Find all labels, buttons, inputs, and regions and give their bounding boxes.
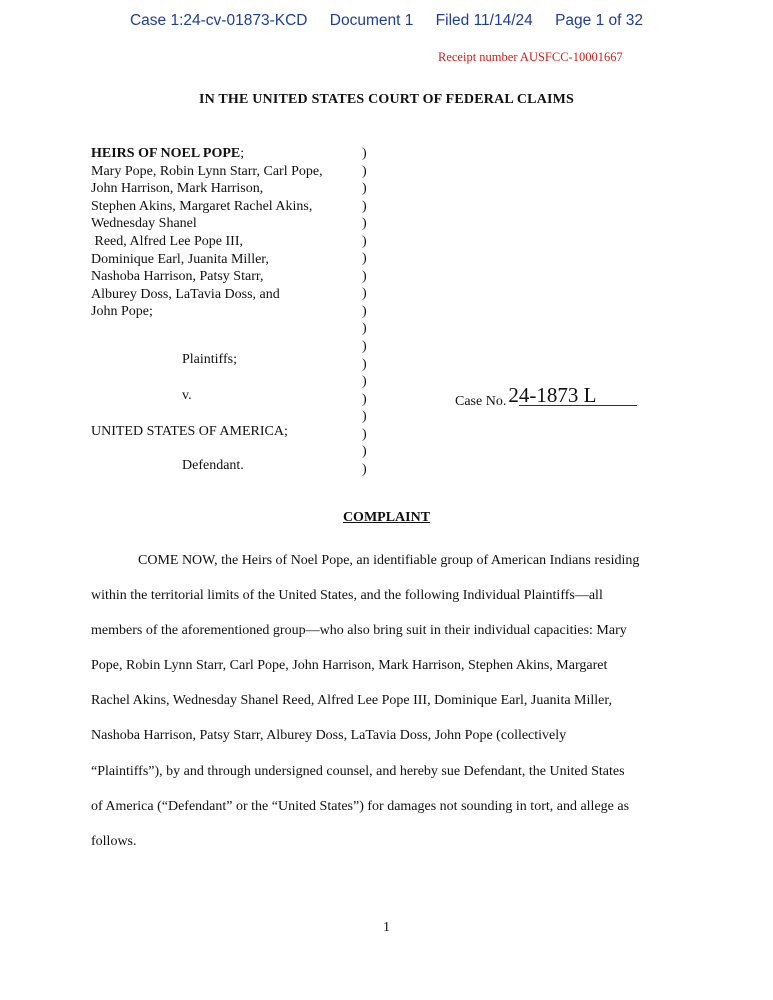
caption-paren: ) (362, 426, 367, 442)
caption-paren: ) (362, 216, 367, 232)
ecf-case-number: Case 1:24-cv-01873-KCD (129, 12, 308, 29)
defendant-name: UNITED STATES OF AMERICA; (91, 424, 288, 439)
body-line: Pope, Robin Lynn Starr, Carl Pope, John Harrison, Mark Harrison, Stephen Akins, Margaret (91, 658, 608, 674)
caption-paren: ) (362, 461, 367, 477)
plaintiff-line: Mary Pope, Robin Lynn Starr, Carl Pope, (91, 163, 323, 179)
ecf-header (0, 12, 773, 30)
ecf-filed-date: Filed 11/14/24 (435, 12, 533, 29)
caption-paren: ) (362, 321, 367, 337)
case-number-field (455, 383, 597, 411)
plaintiff-line: Dominique Earl, Juanita Miller, (91, 251, 269, 267)
caption-parentheses (362, 145, 367, 478)
caption-paren: ) (362, 146, 367, 161)
plaintiff-line: Wednesday Shanel (91, 216, 197, 232)
complaint-body (91, 543, 684, 859)
caption-paren: ) (362, 356, 367, 372)
plaintiff-line: Nashoba Harrison, Patsy Starr, (91, 269, 264, 285)
court-title: IN THE UNITED STATES COURT OF FEDERAL CLAIMS (198, 92, 575, 107)
ecf-page-count: Page 1 of 32 (555, 12, 643, 29)
plaintiff-line: John Pope; (91, 304, 153, 320)
plaintiff-line: John Harrison, Mark Harrison, (91, 181, 264, 197)
plaintiff-names: HEIRS OF NOEL POPE; Mary Pope, Robin Lynn Starr, Carl Pope, John Harrison, Mark Harrison, Stephen Akins, Margaret Rachel Akins, Wednesday Shanel Reed, Alfred Lee Pope III, Dominique Earl, Juanita Miller, Nashoba Harrison, Patsy Starr, Alburey Doss, LaTavia Doss, and John Pope; (91, 146, 323, 320)
versus: v. (182, 388, 192, 403)
defendant-label: Defendant. (182, 458, 244, 473)
complaint-heading: COMPLAINT (342, 510, 431, 525)
plaintiff-line: Alburey Doss, LaTavia Doss, and (91, 286, 280, 302)
plaintiff-heading: HEIRS OF NOEL POPE (91, 146, 241, 161)
caption-paren: ) (362, 163, 367, 179)
body-line: COME NOW, the Heirs of Noel Pope, an identifiable group of American Indians residing (138, 553, 640, 568)
body-line: “Plaintiffs”), by and through undersigned counsel, and hereby sue Defendant, the United States (91, 763, 625, 779)
case-number-value: 24-1873 L (508, 383, 597, 407)
caption-paren: ) (362, 339, 367, 355)
caption-paren: ) (362, 181, 367, 197)
caption-paren: ) (362, 303, 367, 319)
body-line: follows. (91, 833, 137, 849)
caption-paren: ) (362, 233, 367, 249)
caption-paren: ) (362, 268, 367, 284)
caption-paren: ) (362, 251, 367, 267)
receipt-number: Receipt number AUSFCC-10001667 (438, 50, 623, 64)
body-line: within the territorial limits of the United States, and the following Individual Plaintiffs—all (91, 588, 603, 604)
body-line: of America (“Defendant” or the “United States”) for damages not sounding in tort, and allege as (91, 798, 630, 814)
plaintiffs-label: Plaintiffs; (182, 352, 237, 367)
body-line: Rachel Akins, Wednesday Shanel Reed, Alfred Lee Pope III, Dominique Earl, Juanita Miller, (91, 693, 612, 709)
caption-paren: ) (362, 409, 367, 425)
case-number-underline (519, 405, 637, 406)
caption-paren: ) (362, 374, 367, 390)
caption-paren: ) (362, 391, 367, 407)
plaintiff-line: Stephen Akins, Margaret Rachel Akins, (91, 198, 313, 214)
body-line: members of the aforementioned group—who also bring suit in their individual capacities: Mary (91, 623, 627, 639)
plaintiff-line: Reed, Alfred Lee Pope III, (91, 233, 243, 249)
caption-paren: ) (362, 286, 367, 302)
page-number: 1 (383, 920, 390, 935)
ecf-document-number: Document 1 (329, 12, 414, 29)
body-line: Nashoba Harrison, Patsy Starr, Alburey Doss, LaTavia Doss, John Pope (collectively (91, 728, 567, 744)
caption-paren: ) (362, 444, 367, 460)
case-number-label: Case No. (455, 394, 507, 409)
caption-paren: ) (362, 198, 367, 214)
